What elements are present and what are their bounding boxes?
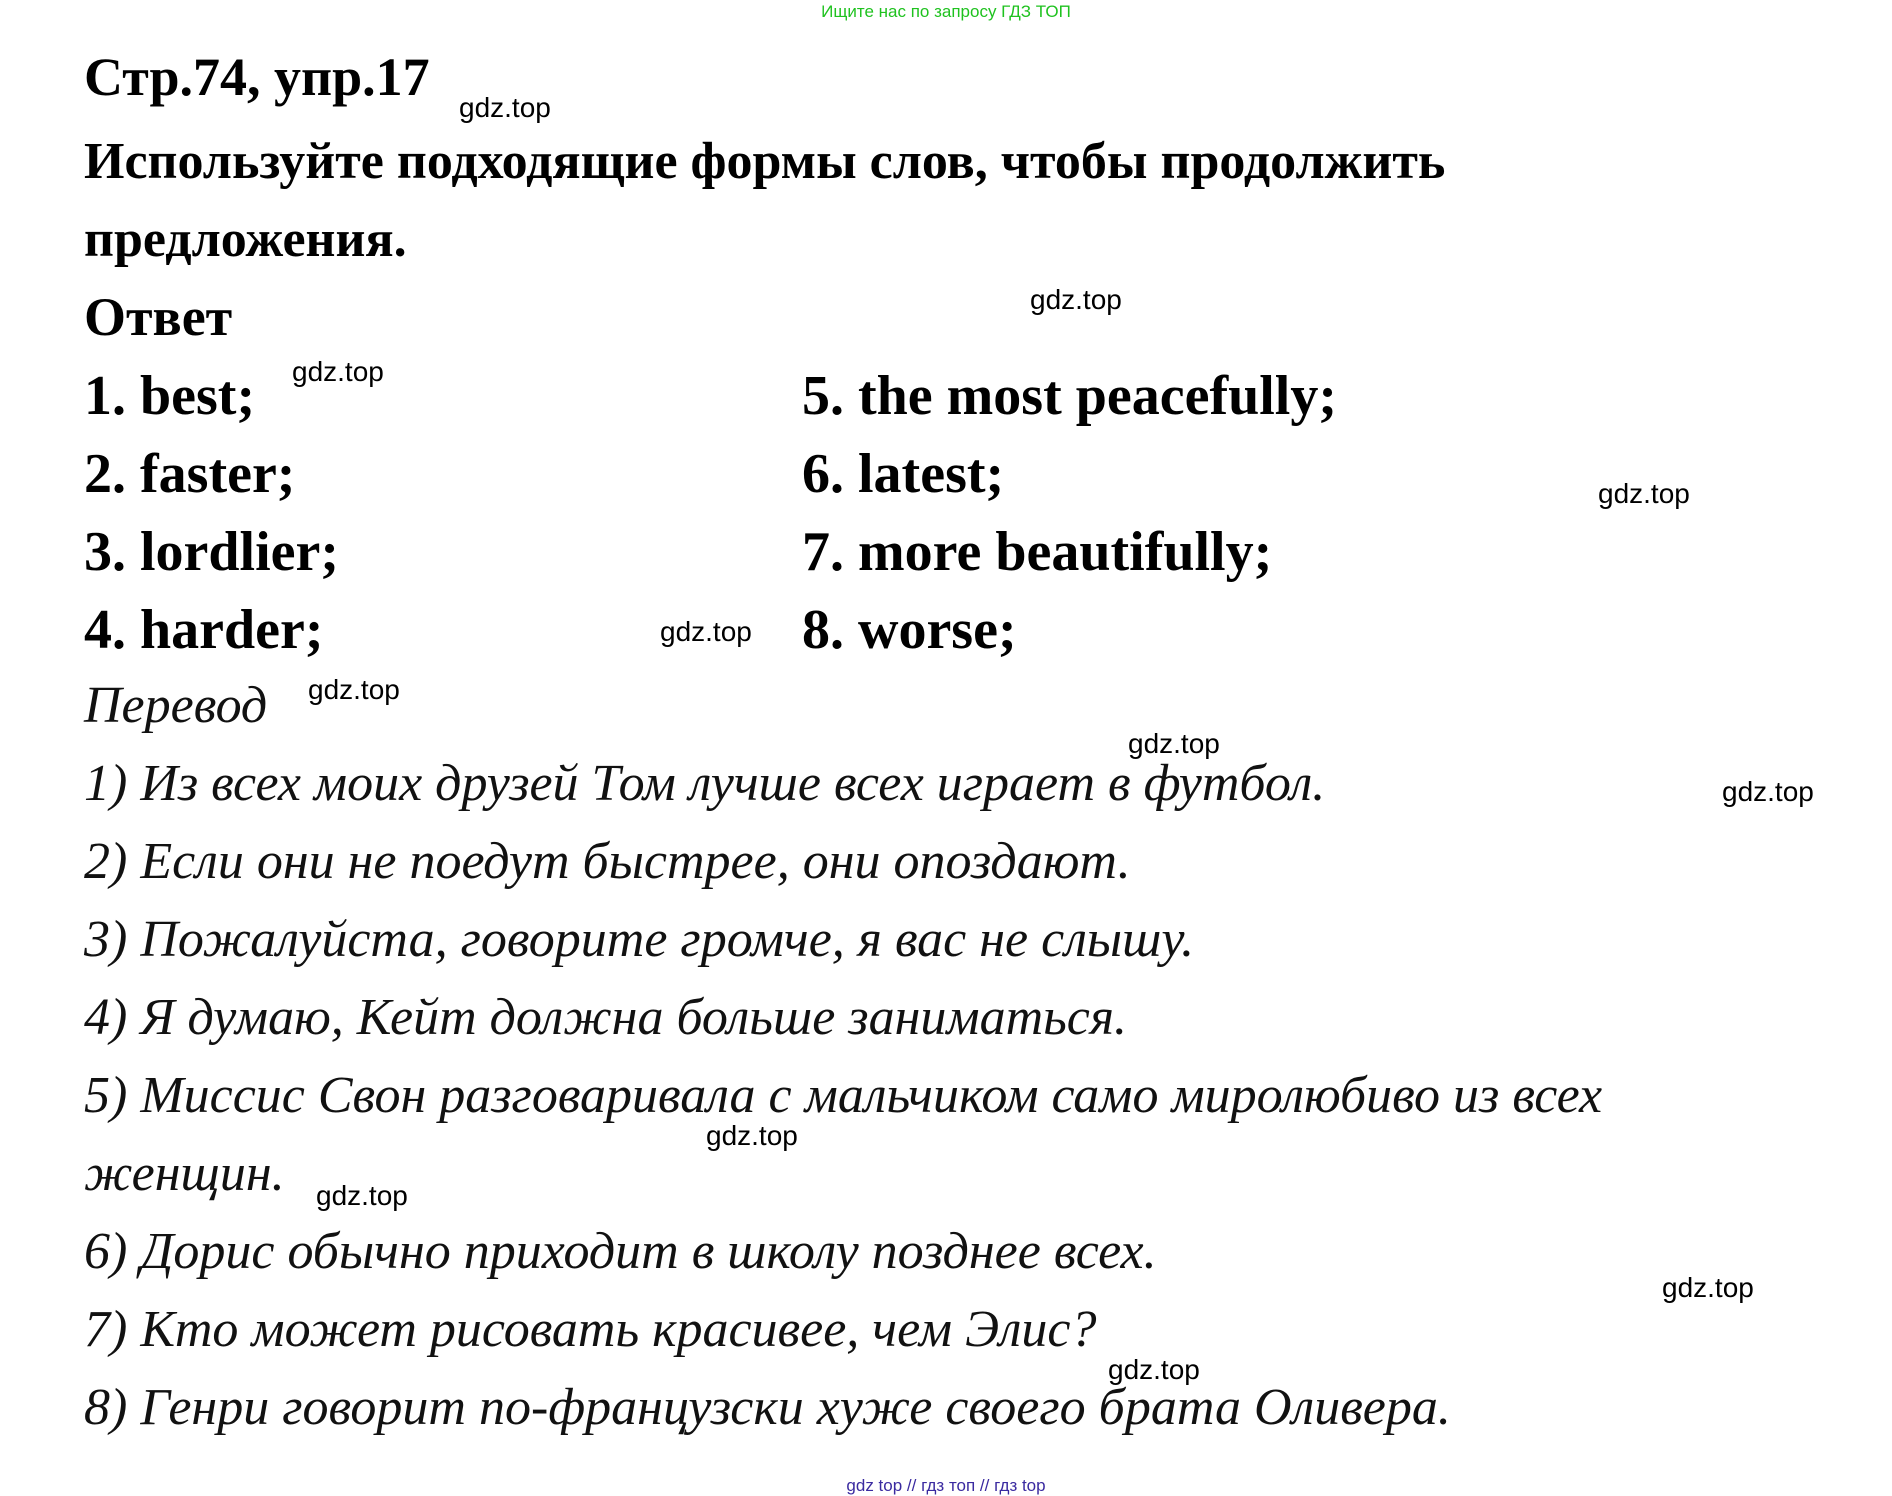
translation-line-7: 7) Кто может рисовать красивее, чем Элис? (84, 1301, 1097, 1358)
translation-line-2: 2) Если они не поедут быстрее, они опоздают. (84, 833, 1131, 890)
translation-line-5-continued: женщин. (84, 1145, 285, 1202)
watermark-text: gdz.top (1722, 776, 1814, 807)
watermark-text: gdz.top (660, 616, 752, 647)
watermark-text: gdz.top (316, 1180, 408, 1211)
translation-line-8: 8) Генри говорит по-французски хуже своего брата Оливера. (84, 1379, 1451, 1436)
watermark-text: gdz.top (1662, 1272, 1754, 1303)
answer-item-1: 1. best; (84, 365, 256, 427)
translation-line-6: 6) Дорис обычно приходит в школу позднее всех. (84, 1223, 1157, 1280)
translation-line-1: 1) Из всех моих друзей Том лучше всех играет в футбол. (84, 755, 1326, 812)
answer-item-6: 6. latest; (802, 443, 1005, 505)
watermark-text: gdz.top (1030, 284, 1122, 315)
watermark-text: gdz.top (459, 92, 551, 123)
task-line-1: Используйте подходящие формы слов, чтобы продолжить (84, 133, 1446, 190)
translation-line-3: 3) Пожалуйста, говорите громче, я вас не слышу. (84, 911, 1195, 968)
answer-item-2: 2. faster; (84, 443, 296, 505)
watermark-text: gdz.top (706, 1120, 798, 1151)
watermark-text: gdz.top (1598, 478, 1690, 509)
answer-item-3: 3. lordlier; (84, 521, 340, 583)
watermark-text: gdz.top (292, 356, 384, 387)
translation-line-4: 4) Я думаю, Кейт должна больше заниматься. (84, 989, 1128, 1046)
top-banner: Ищите нас по запросу ГДЗ ТОП (821, 2, 1071, 21)
answer-item-4: 4. harder; (84, 599, 324, 661)
answer-item-7: 7. more beautifully; (802, 521, 1273, 583)
translation-line-5: 5) Миссис Свон разговаривала с мальчиком само миролюбиво из всех (84, 1067, 1603, 1124)
answer-heading: Ответ (84, 287, 233, 347)
footer-links: gdz top // гдз топ // гдз top (846, 1476, 1046, 1495)
watermark-text: gdz.top (1108, 1354, 1200, 1385)
watermark-text: gdz.top (308, 674, 400, 705)
answer-item-5: 5. the most peacefully; (802, 365, 1338, 427)
page-title: Стр.74, упр.17 (84, 47, 430, 107)
watermark-text: gdz.top (1128, 728, 1220, 759)
task-line-2: предложения. (84, 211, 407, 268)
translation-heading: Перевод (84, 677, 268, 734)
answer-item-8: 8. worse; (802, 599, 1017, 661)
